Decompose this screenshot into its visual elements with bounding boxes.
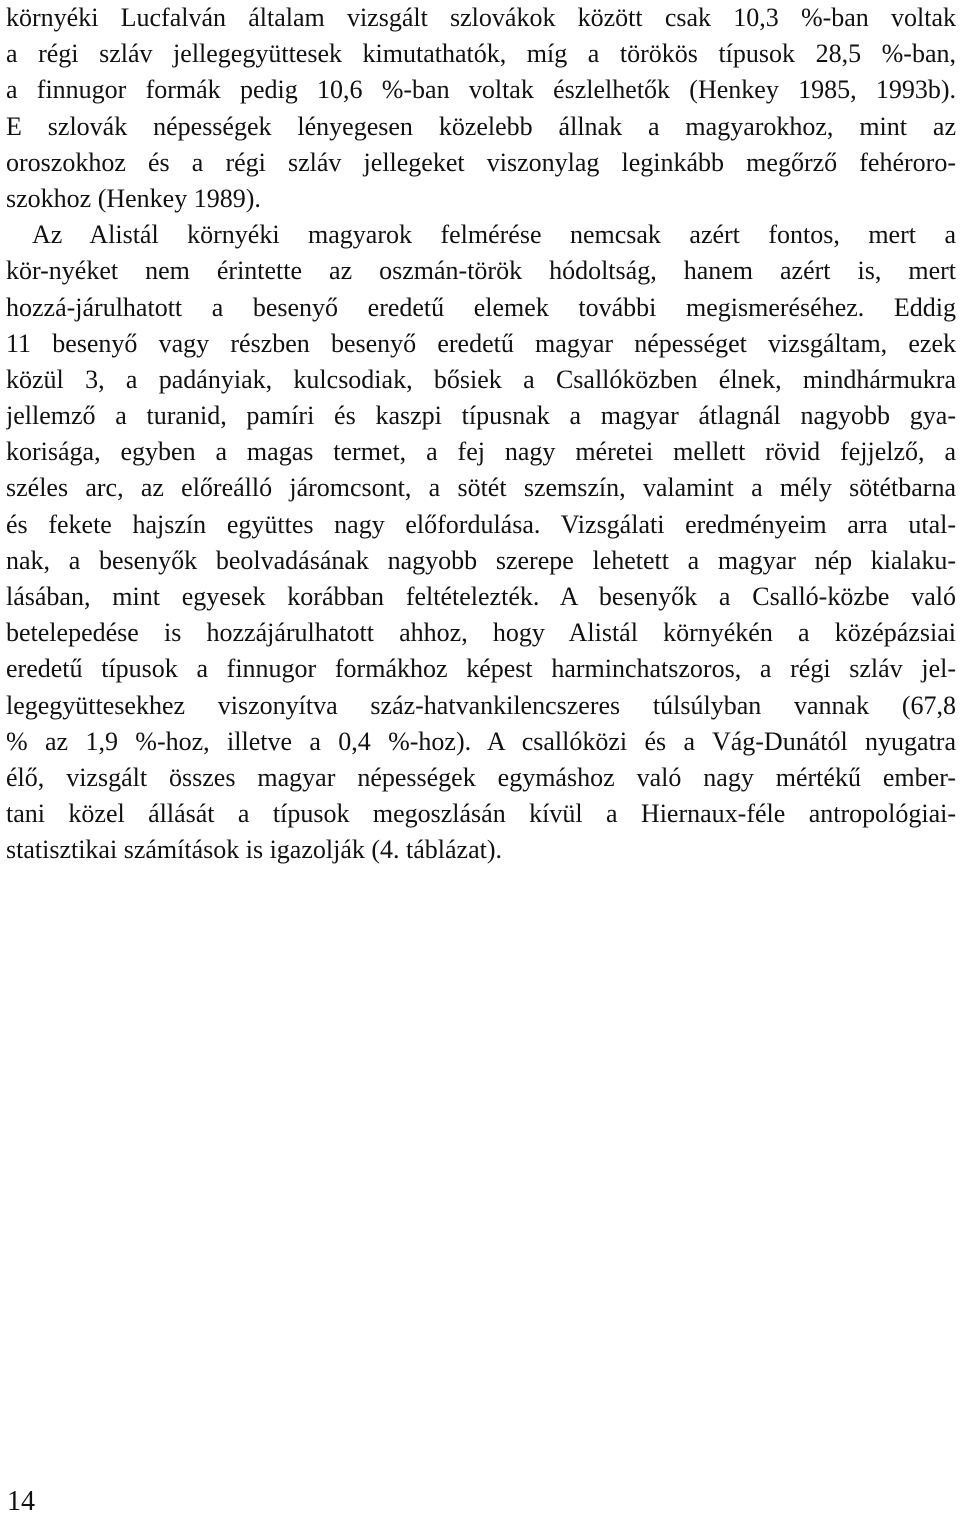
text-line: E szlovák népességek lényegesen közelebb állnak a magyarokhoz, mint az [6, 111, 956, 141]
text-line: és fekete hajszín együttes nagy előfordulása. Vizsgálati eredményeim arra utal- [6, 509, 956, 539]
text-line: hozzá-járulhatott a besenyő eredetű elemek további megismeréséhez. Eddig [6, 292, 956, 322]
text-line: környéki Lucfalván általam vizsgált szlovákok között csak 10,3 %-ban voltak [6, 3, 956, 32]
text-line: korisága, egyben a magas termet, a fej nagy méretei mellett rövid fejjelző, a [6, 437, 956, 467]
text-line: kör-nyéket nem érintette az oszmán-török hódoltság, hanem azért is, mert [6, 256, 956, 286]
text-line: oroszokhoz és a régi szláv jellegeket viszonylag leginkább megőrző fehéroro- [6, 147, 956, 177]
text-line: a finnugor formák pedig 10,6 %-ban voltak észlelhetők (Henkey 1985, 1993b). [6, 75, 956, 105]
text-line: lásában, mint egyesek korábban feltételezték. A besenyők a Csalló-közbe való [6, 582, 956, 611]
text-line: eredetű típusok a finnugor formákhoz képest harminchatszoros, a régi szláv jel- [6, 654, 956, 684]
text-line: nak, a besenyők beolvadásának nagyobb szerepe lehetett a magyar nép kialaku- [6, 545, 956, 575]
text-line: betelepedése is hozzájárulhatott ahhoz, hogy Alistál környékén a középázsiai [6, 618, 956, 648]
text-line: szokhoz (Henkey 1989). [6, 183, 261, 213]
text-line: statisztikai számítások is igazolják (4. táblázat). [6, 835, 503, 865]
text-line: 11 besenyő vagy részben besenyő eredetű magyar népességet vizsgáltam, ezek [6, 328, 956, 358]
text-line: széles arc, az előreálló járomcsont, a sötét szemszín, valamint a mély sötétbarna [6, 473, 956, 503]
text-line: % az 1,9 %-hoz, illetve a 0,4 %-hoz). A csallóközi és a Vág-Dunától nyugatra [6, 726, 956, 756]
body-text [6, 0, 956, 869]
text-line: legegyüttesekhez viszonyítva száz-hatvankilencszeres túlsúlyban vannak (67,8 [6, 690, 956, 720]
text-line: közül 3, a padányiak, kulcsodiak, bősiek a Csallóközben élnek, mindhármukra [6, 364, 956, 394]
text-line: Az Alistál környéki magyarok felmérése nemcsak azért fontos, mert a [32, 220, 956, 250]
text-line: a régi szláv jellegegyüttesek kimutathatók, míg a törökös típusok 28,5 %-ban, [6, 39, 956, 69]
text-line: élő, vizsgált összes magyar népességek egymáshoz való nagy mértékű ember- [6, 762, 956, 792]
text-line: tani közel állását a típusok megoszlásán kívül a Hiernaux-féle antropológiai- [6, 799, 956, 829]
page-number: 14 [7, 1486, 35, 1517]
text-line: jellemző a turanid, pamíri és kaszpi típusnak a magyar átlagnál nagyobb gya- [6, 401, 956, 431]
